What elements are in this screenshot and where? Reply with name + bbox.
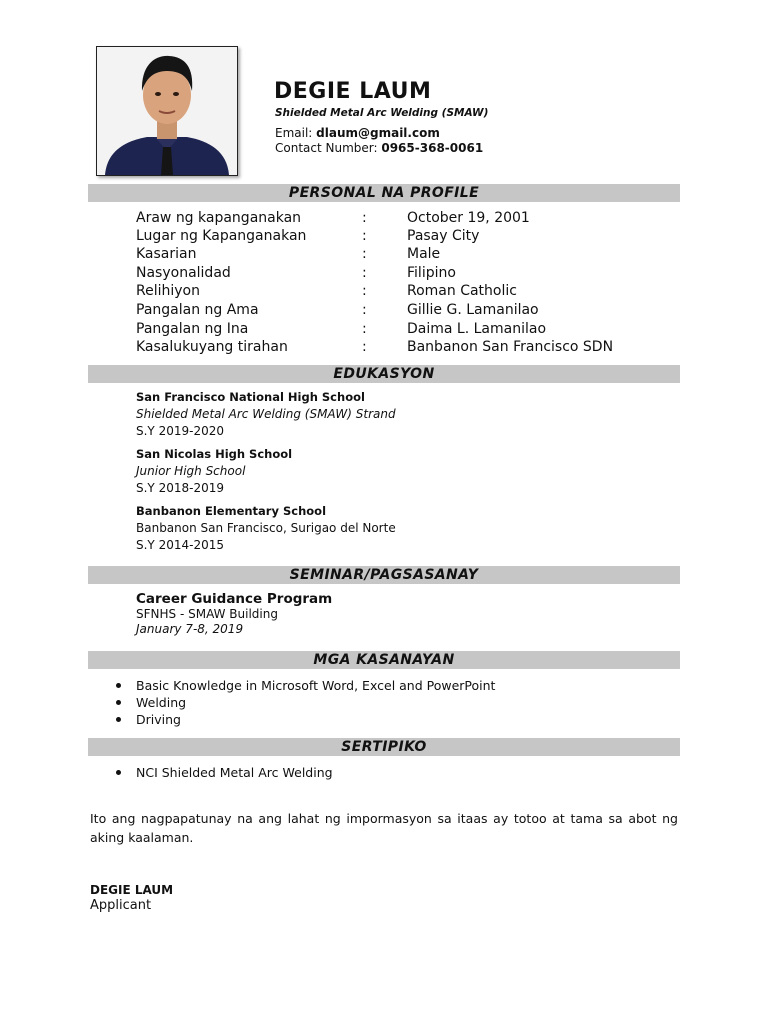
profile-value: Banbanon San Francisco SDN xyxy=(407,339,614,355)
profile-label: Kasarian xyxy=(136,246,197,262)
profile-separator: : xyxy=(362,321,367,337)
profile-label: Nasyonalidad xyxy=(136,265,231,281)
email-line xyxy=(275,126,440,140)
profile-row xyxy=(136,339,696,357)
section-heading-skills: MGA KASANAYAN xyxy=(88,651,680,669)
profile-row xyxy=(136,265,696,283)
applicant-name: DEGIE LAUM xyxy=(274,79,432,104)
school-detail: Banbanon San Francisco, Surigao del Norte xyxy=(136,521,396,535)
profile-row xyxy=(136,302,696,320)
profile-separator: : xyxy=(362,265,367,281)
course-title: Shielded Metal Arc Welding (SMAW) xyxy=(275,107,489,119)
school-name: San Nicolas High School xyxy=(136,447,293,461)
profile-row xyxy=(136,246,696,264)
profile-label: Araw ng kapanganakan xyxy=(136,210,302,226)
section-heading-certificate: SERTIPIKO xyxy=(88,738,680,756)
skill-item: Driving xyxy=(136,711,495,728)
profile-value: Filipino xyxy=(407,265,456,281)
signature-role: Applicant xyxy=(90,898,152,913)
profile-separator: : xyxy=(362,302,367,318)
section-heading-seminar: SEMINAR/PAGSASANAY xyxy=(88,566,680,584)
skill-item: Basic Knowledge in Microsoft Word, Excel and PowerPoint xyxy=(136,678,496,693)
profile-label: Lugar ng Kapanganakan xyxy=(136,228,307,244)
profile-label: Pangalan ng Ina xyxy=(136,321,249,337)
school-detail: Junior High School xyxy=(136,464,246,478)
skill-item: Welding xyxy=(136,694,495,711)
skills-list xyxy=(136,677,495,728)
certificate-item: NCI Shielded Metal Arc Welding xyxy=(136,765,333,780)
signature-name: DEGIE LAUM xyxy=(90,883,174,897)
profile-value: Gillie G. Lamanilao xyxy=(407,302,539,318)
profile-separator: : xyxy=(362,246,367,262)
profile-separator: : xyxy=(362,283,367,299)
school-year: S.Y 2019-2020 xyxy=(136,424,224,438)
school-year: S.Y 2014-2015 xyxy=(136,538,224,552)
education-entry xyxy=(136,446,292,497)
school-detail: Shielded Metal Arc Welding (SMAW) Strand xyxy=(136,407,396,421)
profile-separator: : xyxy=(362,210,367,226)
section-heading-education: EDUKASYON xyxy=(88,365,680,383)
education-entry xyxy=(136,503,396,554)
email-value[interactable]: dlaum@gmail.com xyxy=(316,126,440,140)
profile-label: Relihiyon xyxy=(136,283,200,299)
certificate-list xyxy=(136,764,333,781)
profile-value: Pasay City xyxy=(407,228,480,244)
applicant-photo xyxy=(96,46,238,176)
profile-value: Roman Catholic xyxy=(407,283,517,299)
seminar-place: SFNHS - SMAW Building xyxy=(136,607,278,621)
education-entry xyxy=(136,389,396,440)
profile-value: Daima L. Lamanilao xyxy=(407,321,547,337)
profile-row xyxy=(136,228,696,246)
profile-value: October 19, 2001 xyxy=(407,210,530,226)
applicant-portrait xyxy=(97,47,237,175)
contact-label: Contact Number: xyxy=(275,141,382,155)
seminar-date: January 7-8, 2019 xyxy=(136,622,244,636)
school-name: San Francisco National High School xyxy=(136,390,365,404)
declaration-statement: Ito ang nagpapatunay na ang lahat ng impormasyon sa itaas ay totoo at tama sa abot ng aking kaalaman. xyxy=(90,811,678,845)
school-year: S.Y 2018-2019 xyxy=(136,481,224,495)
contact-number-value: 0965-368-0061 xyxy=(381,141,484,155)
section-heading-personal: PERSONAL NA PROFILE xyxy=(88,184,680,202)
profile-separator: : xyxy=(362,339,367,355)
profile-value: Male xyxy=(407,246,441,262)
profile-row xyxy=(136,321,696,339)
seminar-entry xyxy=(136,592,332,637)
school-name: Banbanon Elementary School xyxy=(136,504,327,518)
seminar-title: Career Guidance Program xyxy=(136,591,333,607)
profile-row xyxy=(136,283,696,301)
profile-label: Kasalukuyang tirahan xyxy=(136,339,288,355)
profile-label: Pangalan ng Ama xyxy=(136,302,259,318)
email-label: Email: xyxy=(275,126,317,140)
profile-separator: : xyxy=(362,228,367,244)
contact-number-line xyxy=(275,141,483,155)
profile-row xyxy=(136,210,696,228)
